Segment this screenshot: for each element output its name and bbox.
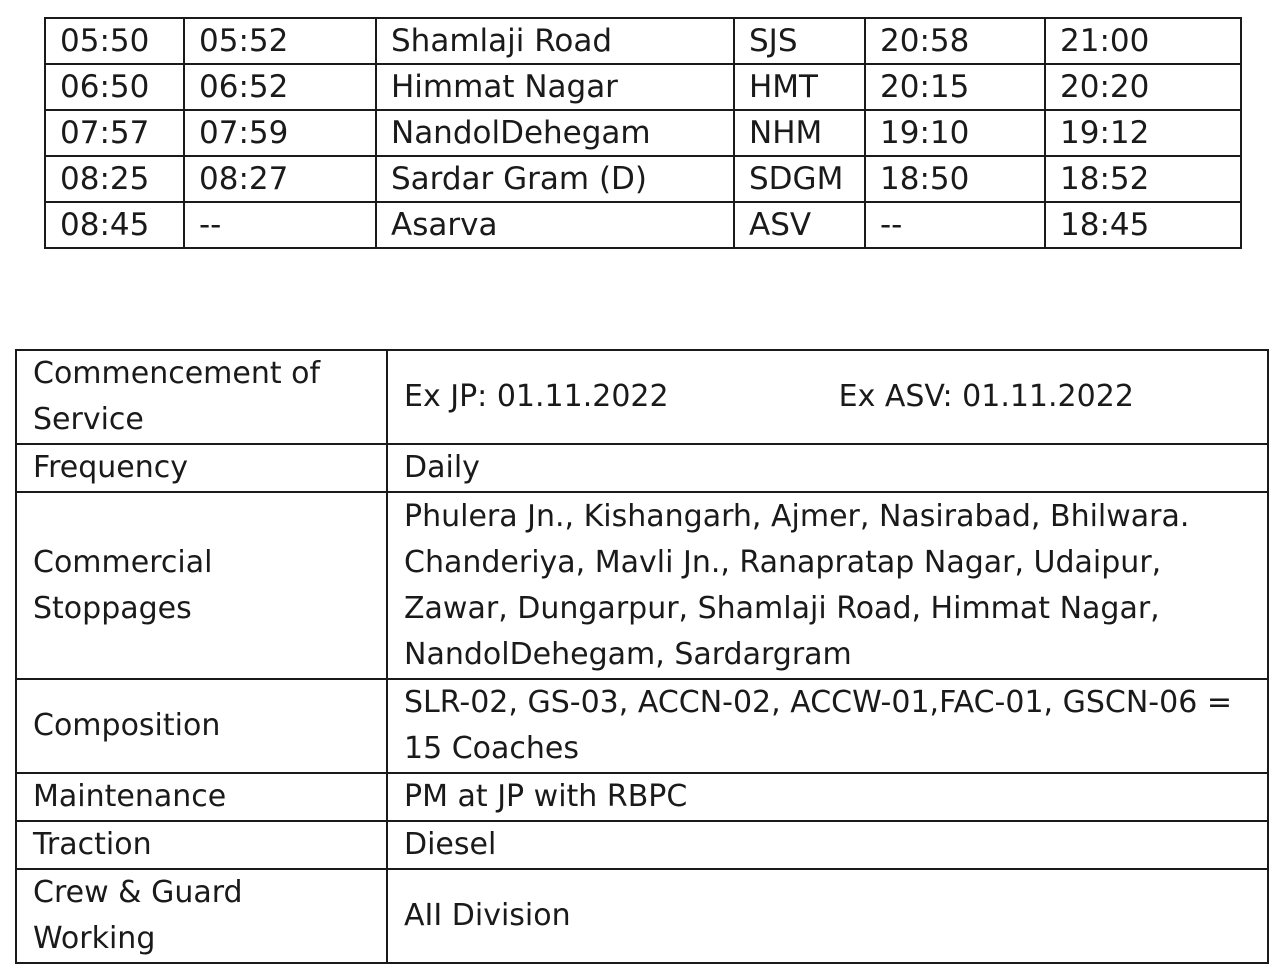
arrival-time-return: 18:50 — [865, 156, 1045, 202]
frequency-label: Frequency — [16, 444, 387, 492]
departure-time: -- — [184, 202, 376, 248]
table-row — [45, 110, 1241, 156]
arrival-time: 08:45 — [45, 202, 184, 248]
commencement-value — [387, 350, 1268, 444]
station-code: SJS — [734, 18, 865, 64]
arrival-time: 05:50 — [45, 18, 184, 64]
station-name: NandolDehegam — [376, 110, 734, 156]
departure-time-return: 20:20 — [1045, 64, 1241, 110]
departure-time-return: 18:52 — [1045, 156, 1241, 202]
crew-row — [16, 869, 1268, 963]
stoppages-row — [16, 492, 1268, 679]
departure-time: 08:27 — [184, 156, 376, 202]
departure-time-return: 18:45 — [1045, 202, 1241, 248]
table-row — [45, 64, 1241, 110]
service-details-table — [15, 349, 1269, 964]
arrival-time-return: 20:15 — [865, 64, 1045, 110]
traction-value: Diesel — [387, 821, 1268, 869]
arrival-time: 06:50 — [45, 64, 184, 110]
traction-label: Traction — [16, 821, 387, 869]
departure-time-return: 19:12 — [1045, 110, 1241, 156]
composition-row — [16, 679, 1268, 773]
departure-time: 07:59 — [184, 110, 376, 156]
departure-time: 05:52 — [184, 18, 376, 64]
arrival-time: 07:57 — [45, 110, 184, 156]
frequency-value: Daily — [387, 444, 1268, 492]
station-code: HMT — [734, 64, 865, 110]
station-code: SDGM — [734, 156, 865, 202]
timetable — [44, 17, 1242, 249]
table-row — [45, 18, 1241, 64]
arrival-time-return: 20:58 — [865, 18, 1045, 64]
departure-time: 06:52 — [184, 64, 376, 110]
commencement-label: Commencement of Service — [16, 350, 387, 444]
maintenance-value: PM at JP with RBPC — [387, 773, 1268, 821]
maintenance-label: Maintenance — [16, 773, 387, 821]
ex-asv-date: Ex ASV: 01.11.2022 — [838, 379, 1134, 414]
stoppages-label: Commercial Stoppages — [16, 492, 387, 679]
station-code: ASV — [734, 202, 865, 248]
arrival-time-return: 19:10 — [865, 110, 1045, 156]
ex-jp-date: Ex JP: 01.11.2022 — [404, 379, 669, 414]
station-name: Asarva — [376, 202, 734, 248]
crew-label: Crew & Guard Working — [16, 869, 387, 963]
composition-value: SLR-02, GS-03, ACCN-02, ACCW-01,FAC-01, GSCN-06 = 15 Coaches — [387, 679, 1268, 773]
traction-row — [16, 821, 1268, 869]
departure-time-return: 21:00 — [1045, 18, 1241, 64]
crew-value: AII Division — [387, 869, 1268, 963]
table-row — [45, 156, 1241, 202]
table-row — [45, 202, 1241, 248]
arrival-time: 08:25 — [45, 156, 184, 202]
frequency-row — [16, 444, 1268, 492]
arrival-time-return: -- — [865, 202, 1045, 248]
station-code: NHM — [734, 110, 865, 156]
station-name: Sardar Gram (D) — [376, 156, 734, 202]
commencement-row — [16, 350, 1268, 444]
composition-label: Composition — [16, 679, 387, 773]
station-name: Himmat Nagar — [376, 64, 734, 110]
station-name: Shamlaji Road — [376, 18, 734, 64]
maintenance-row — [16, 773, 1268, 821]
stoppages-value: Phulera Jn., Kishangarh, Ajmer, Nasirabad, Bhilwara. Chanderiya, Mavli Jn., Ranapratap Nagar, Udaipur, Zawar, Dungarpur, Shamlaji Road, Himmat Nagar, NandolDehegam, Sardargram — [387, 492, 1268, 679]
